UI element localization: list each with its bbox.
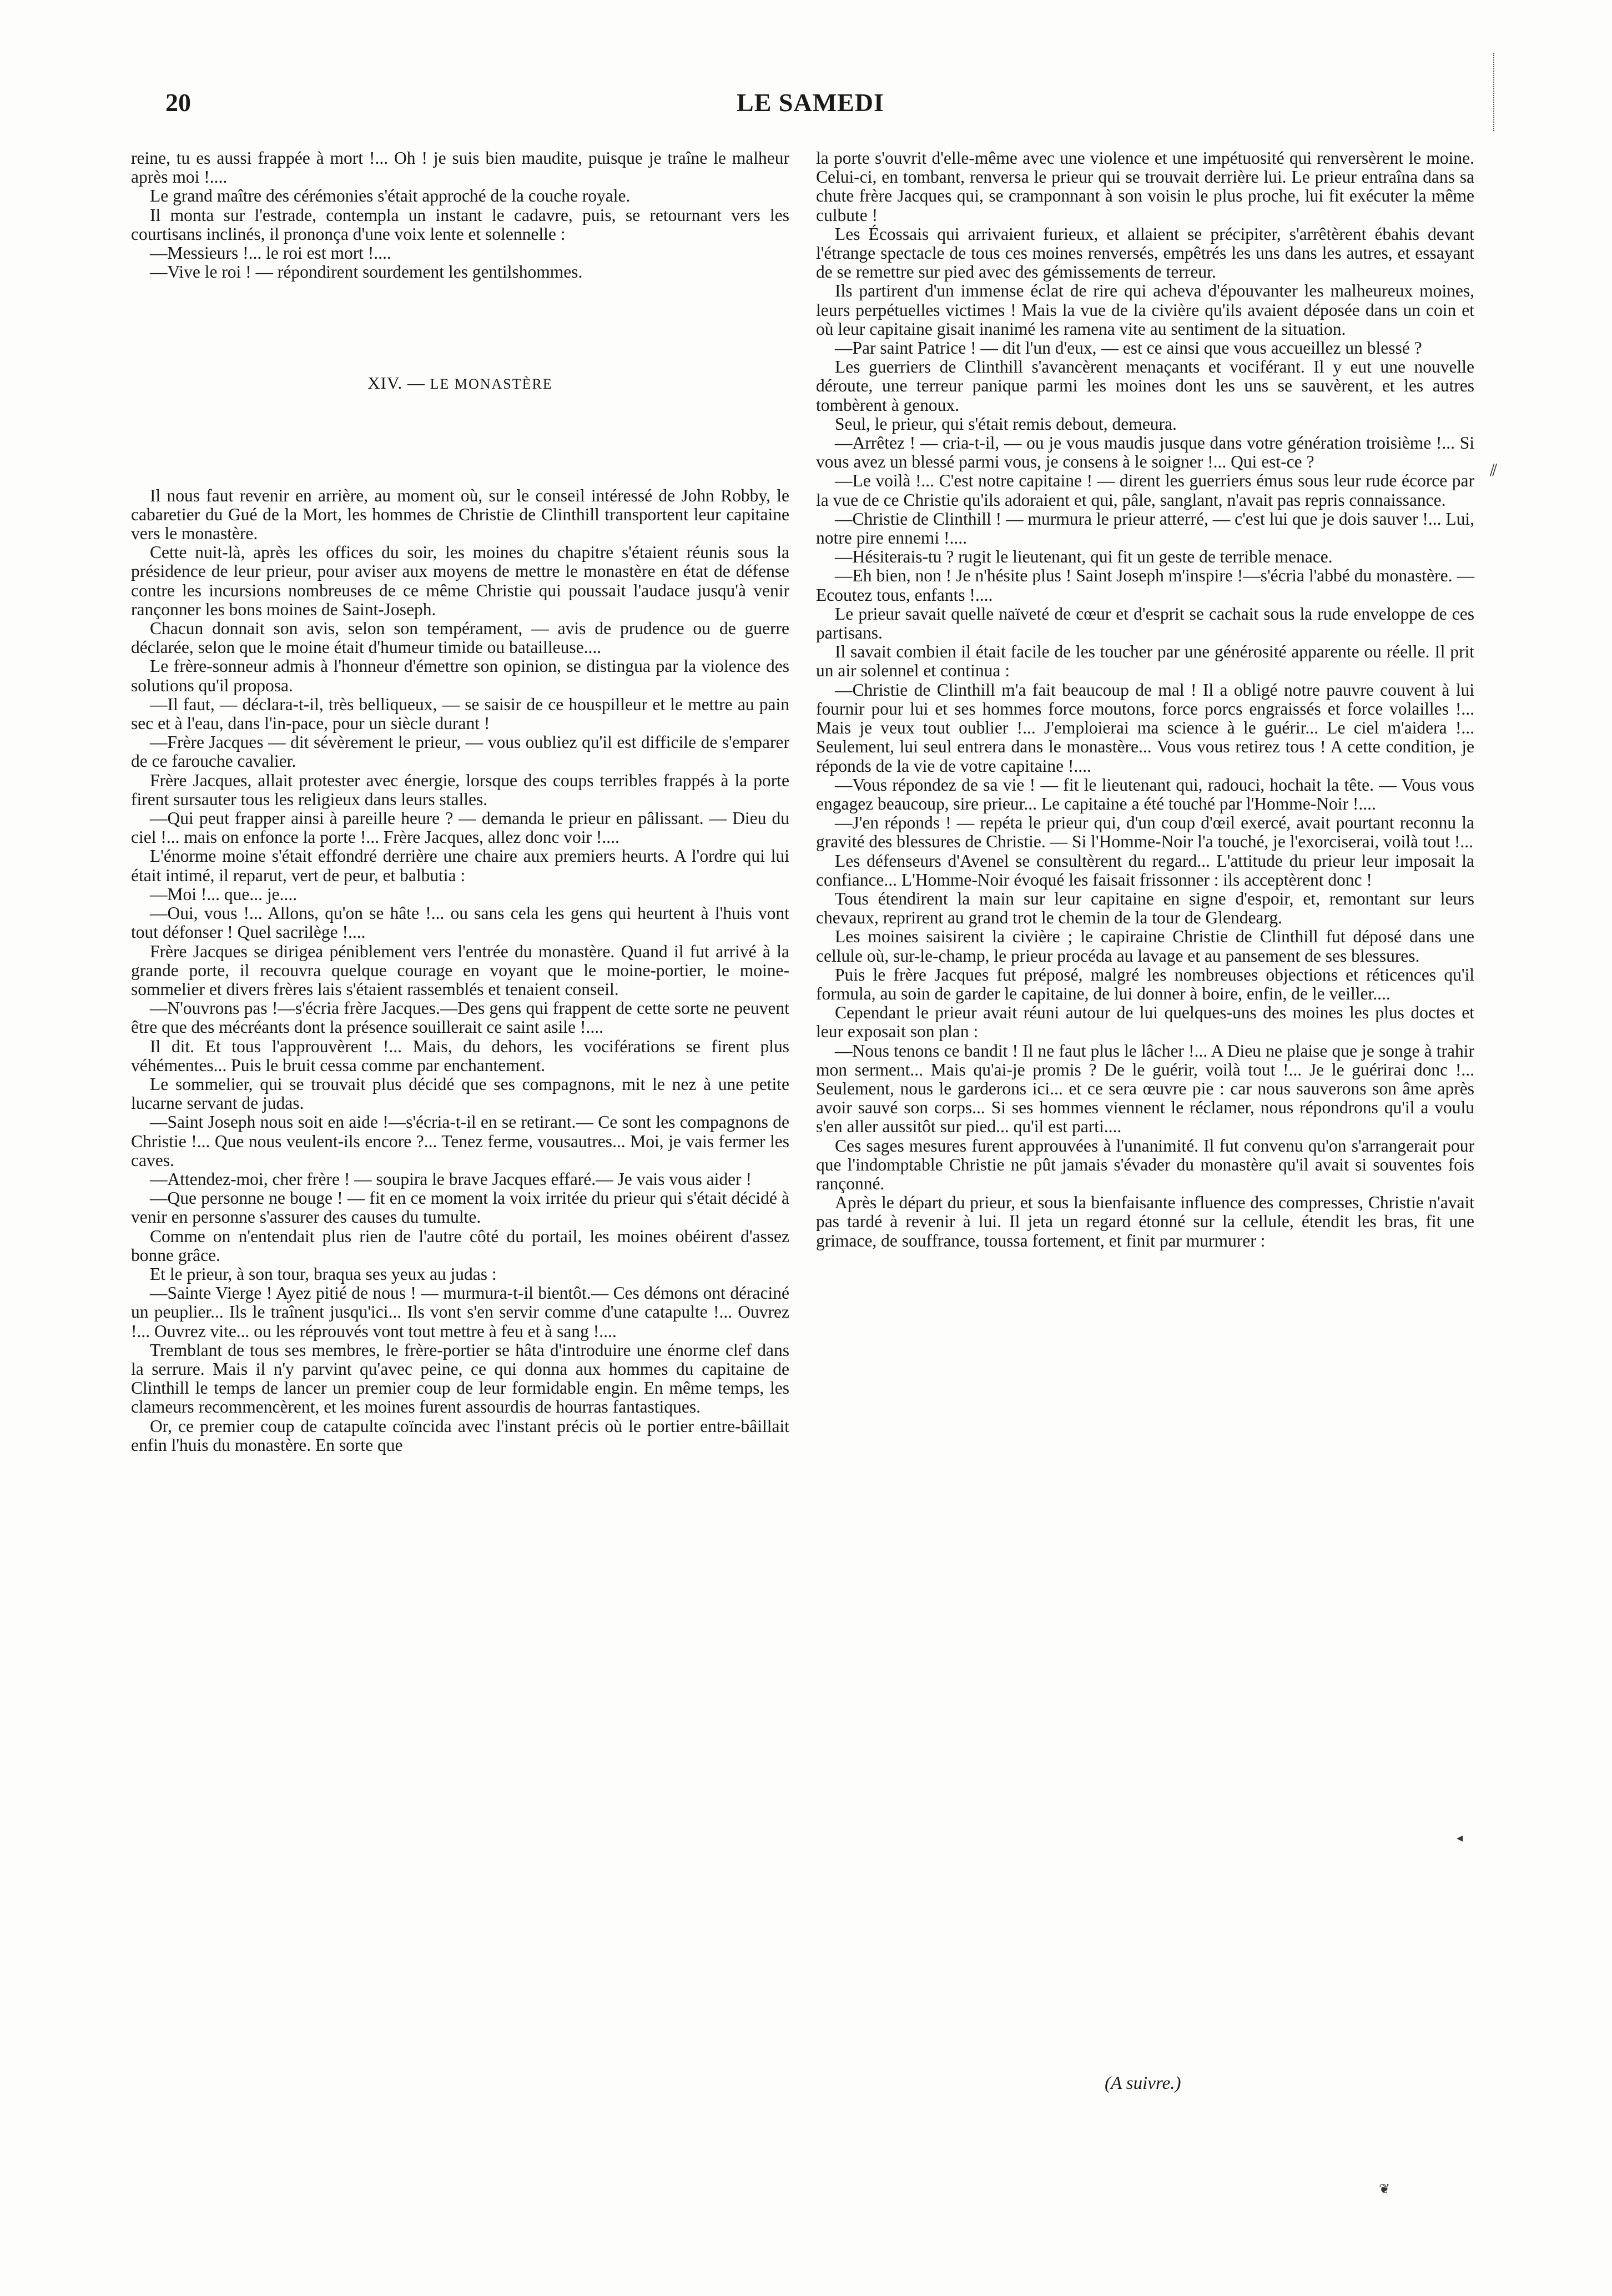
paragraph: —Frère Jacques — dit sévèrement le prieur, — vous oubliez qu'il est difficile de s'emparer de ce farouche cavalier. xyxy=(131,732,789,771)
page-header xyxy=(139,88,1482,132)
margin-mark: ⫽ xyxy=(1490,461,1498,480)
left-column xyxy=(131,149,789,1455)
paragraph: Le prieur savait quelle naïveté de cœur et d'esprit se cachait sous la rude enveloppe de ces partisans. xyxy=(816,604,1474,643)
paragraph: —Messieurs !... le roi est mort !.... xyxy=(150,243,391,263)
paragraph: Il monta sur l'estrade, contempla un instant le cadavre, puis, se retournant vers les courtisans inclinés, il prononça d'une voix lente et solennelle : xyxy=(131,205,789,244)
paragraph: —Moi !... que... je.... xyxy=(150,884,298,904)
to-be-continued: (A suivre.) xyxy=(1105,2073,1181,2093)
paragraph: —Par saint Patrice ! — dit l'un d'eux, — est ce ainsi que vous accueillez un blessé ? xyxy=(835,338,1422,358)
paragraph: —N'ouvrons pas !—s'écria frère Jacques.—Des gens qui frappent de cette sorte ne peuvent être que des mécréants dont la présence souillerait ce saint asile !.... xyxy=(131,998,789,1037)
paragraph: Tous étendirent la main sur leur capitaine en signe d'espoir, et, remontant sur leurs chevaux, reprirent au grand trot le chemin de la tour de Glendearg. xyxy=(816,888,1474,928)
paragraph: Cependant le prieur avait réuni autour de lui quelques-uns des moines les plus doctes et leur exposait son plan : xyxy=(816,1003,1474,1042)
paragraph: Le grand maître des cérémonies s'était approché de la couche royale. xyxy=(150,186,631,206)
paragraph: Le sommelier, qui se trouvait plus décidé que ses compagnons, mit le nez à une petite lucarne servant de judas. xyxy=(131,1074,789,1113)
paragraph: —Le voilà !... C'est notre capitaine ! — dirent les guerriers émus sous leur rude écorce par la vue de ce Christie qu'ils adoraient et qui, pâle, sanglant, n'avait pas repris connaissance. xyxy=(816,471,1474,510)
paragraph: —Il faut, — déclara-t-il, très belliqueux, — se saisir de ce houspilleur et le mettre au pain sec et à l'eau, dans l'in-pace, pour un siècle durant ! xyxy=(131,694,789,733)
paragraph: —Hésiterais-tu ? rugit le lieutenant, qui fit un geste de terrible menace. xyxy=(835,547,1333,567)
margin-mark: ❦ xyxy=(1379,2181,1391,2197)
margin-mark: ◂ xyxy=(1457,1831,1463,1845)
paragraph: —Vous répondez de sa vie ! — fit le lieutenant qui, radouci, hochait la tête. — Vous vous engagez beaucoup, sire prieur... Le capitaine a été touché par l'Homme-Noir !.... xyxy=(816,775,1474,813)
paragraph: —J'en réponds ! — repéta le prieur qui, d'un coup d'œil exercé, avait pourtant reconnu la gravité des blessures de Christie. — Si l'Homme-Noir l'a touché, je l'exorciserai, voilà tout !... xyxy=(816,813,1474,852)
journal-title: LE SAMEDI xyxy=(737,88,884,117)
paragraph: Seul, le prieur, qui s'était remis debout, demeura. xyxy=(835,414,1177,434)
paragraph: Tremblant de tous ses membres, le frère-portier se hâta d'introduire une énorme clef dans la serrure. Mais il n'y parvint qu'avec peine, ce qui donna aux hommes du capitaine de Clinthill le temps de lancer un premier coup de leur formidable engin. En même temps, les clameurs recommencèrent, et les moines furent assourdis de hourras fantastiques. xyxy=(131,1340,789,1417)
chapter-title: LE MONASTÈRE xyxy=(430,376,553,393)
right-column xyxy=(816,149,1474,1250)
paragraph: —Nous tenons ce bandit ! Il ne faut plus le lâcher !... A Dieu ne plaise que je songe à trahir mon serment... Mais qu'ai-je promis ? De le guérir, voilà tout !... Je le guérirai donc !... Seulement, nous le garderons ici... et ce sera œuvre pie : car nous sauverons son âme après avoir sauvé son corps... Si ses hommes viennent le réclamer, nous répondrons qu'il a voulu s'en aller aussitôt sur pied... qu'il est parti.... xyxy=(816,1041,1474,1137)
paragraph: L'énorme moine s'était effondré derrière une chaire aux premiers heurts. A l'ordre qui lui était intimé, il reparut, vert de peur, et balbutia : xyxy=(131,846,789,885)
paragraph: —Attendez-moi, cher frère ! — soupira le brave Jacques effaré.— Je vais vous aider ! xyxy=(150,1169,752,1189)
paragraph: Ils partirent d'un immense éclat de rire qui acheva d'épouvanter les malheureux moines, leurs perpétuelles victimes ! Mais la vue de la civière qu'ils avaient déposée dans un coin et où leur capitaine gisait inanimé les ramena vite au sentiment de la situation. xyxy=(816,281,1474,339)
scan-edge-marks xyxy=(1493,53,1500,131)
paragraph: —Christie de Clinthill ! — murmura le prieur atterré, — c'est lui que je dois sauver !... Lui, notre pire ennemi !.... xyxy=(816,509,1474,548)
paragraph: —Christie de Clinthill m'a fait beaucoup de mal ! Il a obligé notre pauvre couvent à lui fournir pour lui et ses hommes force moutons, force porcs engraissés et force volailles !... Mais je veux tout oublier !... J'emploierai ma science à le guérir... Le ciel m'aidera !... Seulement, lui seul entrera dans le monastère... Vous vous retirez tous ! A cette condition, je réponds de la vie de votre capitaine !.... xyxy=(816,680,1474,776)
paragraph: —Que personne ne bouge ! — fit en ce moment la voix irritée du prieur qui s'était décidé à venir en personne s'assurer des causes du tumulte. xyxy=(131,1188,789,1227)
paragraph: la porte s'ouvrit d'elle-même avec une violence et une impétuosité qui renversèrent le moine. Celui-ci, en tombant, renversa le prieur qui se trouvait derrière lui. Le prieur entraîna dans sa chute frère Jacques qui, se cramponnant à son voisin le plus proche, lui fit exécuter la même culbute ! xyxy=(816,148,1474,225)
paragraph: Il dit. Et tous l'approuvèrent !... Mais, du dehors, les vociférations se firent plus véhémentes... Puis le bruit cessa comme par enchantement. xyxy=(131,1036,789,1075)
paragraph: Les Écossais qui arrivaient furieux, et allaient se précipiter, s'arrêtèrent ébahis devant l'étrange spectacle de tous ces moines renversés, empêtrés les uns dans les autres, et essayant de se remettre sur pied avec des gémissements de terreur. xyxy=(816,224,1474,282)
paragraph: Le frère-sonneur admis à l'honneur d'émettre son opinion, se distingua par la violence des solutions qu'il proposa. xyxy=(131,656,789,695)
paragraph: Cette nuit-là, après les offices du soir, les moines du chapitre s'étaient réunis sous la présidence de leur prieur, pour aviser aux moyens de mettre le monastère en état de défense contre les incursions nombreuses de ce même Christie qui poussait l'audace jusqu'à venir rançonner les bons moines de Saint-Joseph. xyxy=(131,542,789,619)
paragraph: Et le prieur, à son tour, braqua ses yeux au judas : xyxy=(150,1264,497,1284)
paragraph: Frère Jacques se dirigea péniblement vers l'entrée du monastère. Quand il fut arrivé à la grande porte, il recouvra quelque courage en voyant que le moine-portier, le moine-sommelier et divers frères lais s'étaient rassemblés et tenaient conseil. xyxy=(131,941,789,999)
paragraph: Après le départ du prieur, et sous la bienfaisante influence des compresses, Christie n'avait pas tardé à revenir à lui. Il jeta un regard étonné sur la cellule, étendit les bras, fit une grimace, de souffrance, toussa fortement, et finit par murmurer : xyxy=(816,1193,1474,1250)
paragraph: Il nous faut revenir en arrière, au moment où, sur le conseil intéressé de John Robby, le cabaretier du Gué de la Mort, les hommes de Christie de Clinthill transportent leur capitaine vers le monastère. xyxy=(131,485,789,544)
paragraph: reine, tu es aussi frappée à mort !... Oh ! je suis bien maudite, puisque je traîne le malheur après moi !.... xyxy=(131,148,789,187)
chapter-number: XIV. — xyxy=(367,373,425,393)
paragraph: Or, ce premier coup de catapulte coïncida avec l'instant précis où le portier entre-bâillait enfin l'huis du monastère. En sorte que xyxy=(131,1416,789,1455)
paragraph: —Qui peut frapper ainsi à pareille heure ? — demanda le prieur en pâlissant. — Dieu du ciel !... mais on enfonce la porte !... Frère Jacques, allez donc voir !.... xyxy=(131,808,789,847)
paragraph: Comme on n'entendait plus rien de l'autre côté du portail, les moines obéirent d'assez bonne grâce. xyxy=(131,1226,789,1265)
paragraph: Les défenseurs d'Avenel se consultèrent du regard... L'attitude du prieur leur imposait la confiance... L'Homme-Noir évoqué les faisait frissonner : ils acceptèrent donc ! xyxy=(816,851,1474,890)
page-number: 20 xyxy=(165,88,191,117)
paragraph: —Sainte Vierge ! Ayez pitié de nous ! — murmura-t-il bientôt.— Ces démons ont déraciné un peuplier... Ils le traînent jusqu'ici... Ils vont s'en servir comme d'une catapulte !... Ouvrez !... Ouvrez vite... ou les réprouvés vont tout mettre à feu et à sang !.... xyxy=(131,1283,789,1341)
paragraph: Les moines saisirent la civière ; le capiraine Christie de Clinthill fut déposé dans une cellule où, sur-le-champ, le prieur procéda au lavage et au pansement de ses blessures. xyxy=(816,927,1474,966)
paragraph: —Oui, vous !... Allons, qu'on se hâte !... ou sans cela les gens qui heurtent à l'huis vont tout défonser ! Quel sacrilège !.... xyxy=(131,903,789,942)
paragraph: —Eh bien, non ! Je n'hésite plus ! Saint Joseph m'inspire !—s'écria l'abbé du monastère. — Ecoutez tous, enfants !.... xyxy=(816,566,1474,605)
paragraph: —Arrêtez ! — cria-t-il, — ou je vous maudis jusque dans votre génération troisième !... Si vous avez un blessé parmi vous, je consens à le soigner !... Qui est-ce ? xyxy=(816,433,1474,472)
paragraph: Puis le frère Jacques fut préposé, malgré les nombreuses objections et réticences qu'il formula, au soin de garder le capitaine, de lui donner à boire, enfin, de le veiller.... xyxy=(816,964,1474,1003)
paragraph: Il savait combien il était facile de les toucher par une générosité apparente ou réelle. Il prit un air solennel et continua : xyxy=(816,642,1474,681)
paragraph: —Vive le roi ! — répondirent sourdement les gentilshommes. xyxy=(150,262,583,282)
paragraph: Les guerriers de Clinthill s'avancèrent menaçants et vociférant. Il y eut une nouvelle déroute, une terreur panique parmi les moines dont les uns se sauvèrent, et les autres tombèrent à genoux. xyxy=(816,357,1474,415)
paragraph: —Saint Joseph nous soit en aide !—s'écria-t-il en se retirant.— Ce sont les compagnons de Christie !... Que nous veulent-ils encore ?... Tenez ferme, vousautres... Moi, je vais fermer les caves. xyxy=(131,1112,789,1170)
paragraph: Frère Jacques, allait protester avec énergie, lorsque des coups terribles frappés à la porte firent sursauter tous les religieux dans leurs stalles. xyxy=(131,770,789,809)
chapter-heading xyxy=(131,374,789,394)
paragraph: Ces sages mesures furent approuvées à l'unanimité. Il fut convenu qu'on s'arrangerait pour que l'indomptable Christie ne pût jamais s'évader du monastère qu'il avait si souventes fois rançonné. xyxy=(816,1136,1474,1193)
paragraph: Chacun donnait son avis, selon son tempérament, — avis de prudence ou de guerre déclarée, selon que le moine était d'humeur timide ou batailleuse.... xyxy=(131,619,789,657)
